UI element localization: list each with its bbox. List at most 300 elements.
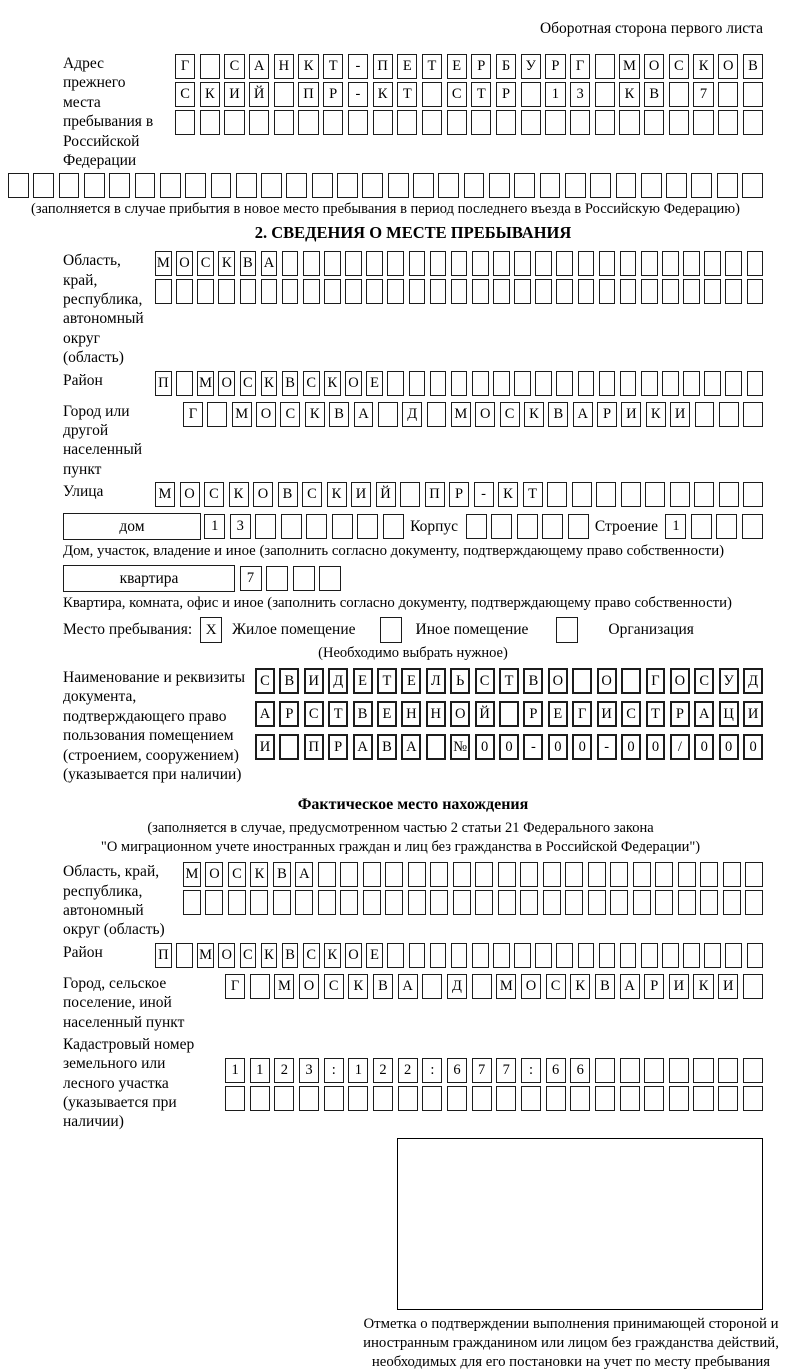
char-box[interactable]: М xyxy=(155,251,172,276)
char-box[interactable]: 1 xyxy=(250,1058,270,1083)
char-box[interactable]: - xyxy=(348,82,368,107)
char-box[interactable] xyxy=(616,173,637,198)
char-box[interactable]: С xyxy=(280,402,300,427)
char-box[interactable] xyxy=(641,173,662,198)
char-box[interactable]: Е xyxy=(377,701,397,727)
char-box[interactable] xyxy=(274,1086,294,1111)
char-box[interactable] xyxy=(595,82,615,107)
char-box[interactable]: А xyxy=(261,251,278,276)
char-box[interactable]: О xyxy=(299,974,319,999)
char-box[interactable]: О xyxy=(218,943,235,968)
char-box[interactable]: С xyxy=(224,54,244,79)
char-box[interactable] xyxy=(493,371,510,396)
char-box[interactable]: С xyxy=(228,862,246,887)
char-box[interactable] xyxy=(535,279,552,304)
char-box[interactable]: Г xyxy=(572,701,592,727)
char-box[interactable]: Р xyxy=(670,701,690,727)
char-box[interactable]: Д xyxy=(447,974,467,999)
char-box[interactable] xyxy=(556,251,573,276)
char-box[interactable]: С xyxy=(546,974,566,999)
char-box[interactable]: И xyxy=(621,402,641,427)
char-box[interactable]: Й xyxy=(376,482,396,507)
char-box[interactable]: 7 xyxy=(240,566,262,591)
char-box[interactable]: К xyxy=(524,402,544,427)
char-box[interactable]: С xyxy=(324,974,344,999)
char-box[interactable] xyxy=(303,279,320,304)
char-box[interactable] xyxy=(662,943,679,968)
char-box[interactable]: 3 xyxy=(230,514,251,539)
char-box[interactable]: Ц xyxy=(719,701,739,727)
char-box[interactable]: 3 xyxy=(299,1058,319,1083)
char-box[interactable]: С xyxy=(302,482,322,507)
char-box[interactable]: К xyxy=(218,251,235,276)
char-box[interactable] xyxy=(274,110,294,135)
char-box[interactable] xyxy=(517,514,538,539)
char-box[interactable]: : xyxy=(324,1058,344,1083)
char-box[interactable] xyxy=(303,251,320,276)
char-box[interactable] xyxy=(493,943,510,968)
char-box[interactable] xyxy=(319,566,341,591)
char-box[interactable]: 6 xyxy=(570,1058,590,1083)
char-box[interactable] xyxy=(704,371,721,396)
char-box[interactable] xyxy=(514,251,531,276)
char-box[interactable] xyxy=(641,943,658,968)
char-box[interactable] xyxy=(197,279,214,304)
char-box[interactable] xyxy=(427,402,447,427)
char-box[interactable]: 0 xyxy=(499,734,519,760)
char-box[interactable] xyxy=(176,279,193,304)
char-box[interactable] xyxy=(578,279,595,304)
char-box[interactable] xyxy=(743,402,763,427)
char-box[interactable]: В xyxy=(353,701,373,727)
char-box[interactable]: Т xyxy=(323,54,343,79)
char-box[interactable]: А xyxy=(694,701,714,727)
char-box[interactable] xyxy=(363,862,381,887)
char-box[interactable]: 6 xyxy=(447,1058,467,1083)
char-box[interactable]: И xyxy=(743,701,763,727)
char-box[interactable] xyxy=(363,890,381,915)
char-box[interactable] xyxy=(719,482,739,507)
char-box[interactable]: М xyxy=(197,943,214,968)
char-box[interactable] xyxy=(453,890,471,915)
char-box[interactable]: 1 xyxy=(545,82,565,107)
checkbox-organizaciya[interactable] xyxy=(556,617,578,643)
char-box[interactable] xyxy=(644,1058,664,1083)
char-box[interactable] xyxy=(273,890,291,915)
char-box[interactable]: Л xyxy=(426,668,446,694)
char-box[interactable] xyxy=(498,862,516,887)
char-box[interactable] xyxy=(422,1086,442,1111)
char-box[interactable] xyxy=(160,173,181,198)
char-box[interactable]: О xyxy=(597,668,617,694)
char-box[interactable]: К xyxy=(324,371,341,396)
char-box[interactable] xyxy=(472,251,489,276)
char-box[interactable]: А xyxy=(249,54,269,79)
char-box[interactable]: № xyxy=(450,734,470,760)
char-box[interactable] xyxy=(620,279,637,304)
char-box[interactable] xyxy=(255,514,276,539)
checkbox-inoe[interactable] xyxy=(380,617,402,643)
char-box[interactable] xyxy=(540,173,561,198)
char-box[interactable]: А xyxy=(573,402,593,427)
char-box[interactable]: 3 xyxy=(570,82,590,107)
char-box[interactable] xyxy=(249,110,269,135)
char-box[interactable] xyxy=(693,110,713,135)
char-box[interactable] xyxy=(323,110,343,135)
char-box[interactable]: 7 xyxy=(693,82,713,107)
char-box[interactable]: А xyxy=(354,402,374,427)
char-box[interactable] xyxy=(397,110,417,135)
char-box[interactable] xyxy=(743,974,763,999)
char-box[interactable]: С xyxy=(447,82,467,107)
char-box[interactable]: 2 xyxy=(398,1058,418,1083)
char-box[interactable]: О xyxy=(345,371,362,396)
char-box[interactable]: В xyxy=(644,82,664,107)
char-box[interactable]: В xyxy=(373,974,393,999)
char-box[interactable] xyxy=(716,514,737,539)
char-box[interactable]: К xyxy=(261,943,278,968)
char-box[interactable] xyxy=(662,279,679,304)
char-box[interactable] xyxy=(743,82,763,107)
char-box[interactable] xyxy=(387,279,404,304)
char-box[interactable]: В xyxy=(278,482,298,507)
char-box[interactable]: В xyxy=(279,668,299,694)
char-box[interactable]: Й xyxy=(475,701,495,727)
char-box[interactable] xyxy=(430,943,447,968)
char-box[interactable] xyxy=(472,943,489,968)
char-box[interactable]: К xyxy=(693,54,713,79)
char-box[interactable]: 0 xyxy=(572,734,592,760)
char-box[interactable] xyxy=(282,251,299,276)
char-box[interactable]: : xyxy=(422,1058,442,1083)
char-box[interactable]: О xyxy=(180,482,200,507)
char-box[interactable] xyxy=(572,482,592,507)
char-box[interactable] xyxy=(717,173,738,198)
char-box[interactable] xyxy=(641,251,658,276)
char-box[interactable]: 0 xyxy=(475,734,495,760)
char-box[interactable]: Р xyxy=(545,54,565,79)
char-box[interactable]: Т xyxy=(397,82,417,107)
char-box[interactable] xyxy=(599,279,616,304)
char-box[interactable] xyxy=(366,251,383,276)
char-box[interactable]: В xyxy=(595,974,615,999)
char-box[interactable] xyxy=(135,173,156,198)
char-box[interactable] xyxy=(723,890,741,915)
checkbox-zhiloe[interactable]: X xyxy=(200,617,222,643)
char-box[interactable]: С xyxy=(240,371,257,396)
char-box[interactable]: Н xyxy=(274,54,294,79)
char-box[interactable]: Г xyxy=(175,54,195,79)
char-box[interactable]: Р xyxy=(449,482,469,507)
char-box[interactable] xyxy=(225,1086,245,1111)
char-box[interactable]: Р xyxy=(496,82,516,107)
char-box[interactable] xyxy=(33,173,54,198)
char-box[interactable] xyxy=(207,402,227,427)
char-box[interactable]: У xyxy=(719,668,739,694)
char-box[interactable]: Т xyxy=(646,701,666,727)
char-box[interactable]: В xyxy=(523,668,543,694)
char-box[interactable] xyxy=(543,890,561,915)
char-box[interactable] xyxy=(588,890,606,915)
char-box[interactable] xyxy=(493,279,510,304)
char-box[interactable] xyxy=(155,279,172,304)
char-box[interactable] xyxy=(644,1086,664,1111)
char-box[interactable] xyxy=(493,251,510,276)
char-box[interactable] xyxy=(426,734,446,760)
char-box[interactable] xyxy=(293,566,315,591)
char-box[interactable] xyxy=(725,943,742,968)
char-box[interactable]: М xyxy=(183,862,201,887)
char-box[interactable] xyxy=(669,110,689,135)
char-box[interactable] xyxy=(387,371,404,396)
char-box[interactable]: И xyxy=(255,734,275,760)
char-box[interactable]: К xyxy=(261,371,278,396)
char-box[interactable] xyxy=(542,514,563,539)
char-box[interactable]: К xyxy=(619,82,639,107)
char-box[interactable]: С xyxy=(255,668,275,694)
char-box[interactable] xyxy=(718,1058,738,1083)
char-box[interactable] xyxy=(620,1058,640,1083)
char-box[interactable] xyxy=(340,862,358,887)
char-box[interactable]: П xyxy=(298,82,318,107)
char-box[interactable] xyxy=(683,251,700,276)
char-box[interactable] xyxy=(747,251,764,276)
char-box[interactable] xyxy=(84,173,105,198)
char-box[interactable] xyxy=(250,1086,270,1111)
char-box[interactable] xyxy=(430,890,448,915)
char-box[interactable]: К xyxy=(693,974,713,999)
char-box[interactable] xyxy=(318,890,336,915)
char-box[interactable] xyxy=(700,862,718,887)
char-box[interactable] xyxy=(556,943,573,968)
char-box[interactable] xyxy=(610,862,628,887)
char-box[interactable]: Е xyxy=(447,54,467,79)
char-box[interactable] xyxy=(514,173,535,198)
char-box[interactable] xyxy=(224,110,244,135)
char-box[interactable] xyxy=(543,862,561,887)
char-box[interactable]: Е xyxy=(401,668,421,694)
char-box[interactable]: 0 xyxy=(621,734,641,760)
char-box[interactable] xyxy=(408,890,426,915)
char-box[interactable]: Р xyxy=(279,701,299,727)
char-box[interactable]: Д xyxy=(743,668,763,694)
char-box[interactable] xyxy=(373,110,393,135)
char-box[interactable] xyxy=(521,110,541,135)
char-box[interactable] xyxy=(422,110,442,135)
char-box[interactable] xyxy=(430,279,447,304)
char-box[interactable] xyxy=(556,371,573,396)
char-box[interactable] xyxy=(747,371,764,396)
char-box[interactable]: Р xyxy=(644,974,664,999)
char-box[interactable] xyxy=(324,279,341,304)
char-box[interactable] xyxy=(610,890,628,915)
char-box[interactable] xyxy=(662,371,679,396)
char-box[interactable]: И xyxy=(224,82,244,107)
char-box[interactable] xyxy=(451,279,468,304)
char-box[interactable]: О xyxy=(644,54,664,79)
char-box[interactable] xyxy=(568,514,589,539)
char-box[interactable] xyxy=(498,890,516,915)
char-box[interactable]: К xyxy=(305,402,325,427)
char-box[interactable] xyxy=(669,1058,689,1083)
char-box[interactable]: Д xyxy=(402,402,422,427)
char-box[interactable] xyxy=(472,279,489,304)
char-box[interactable]: С xyxy=(475,668,495,694)
char-box[interactable] xyxy=(590,173,611,198)
char-box[interactable] xyxy=(745,862,763,887)
char-box[interactable] xyxy=(565,173,586,198)
char-box[interactable] xyxy=(453,862,471,887)
char-box[interactable] xyxy=(743,1086,763,1111)
char-box[interactable]: В xyxy=(282,943,299,968)
char-box[interactable] xyxy=(466,514,487,539)
char-box[interactable]: С xyxy=(669,54,689,79)
char-box[interactable] xyxy=(644,110,664,135)
char-box[interactable] xyxy=(109,173,130,198)
char-box[interactable] xyxy=(250,890,268,915)
char-box[interactable] xyxy=(366,279,383,304)
char-box[interactable] xyxy=(695,402,715,427)
char-box[interactable]: 0 xyxy=(548,734,568,760)
char-box[interactable]: И xyxy=(669,974,689,999)
char-box[interactable] xyxy=(578,251,595,276)
char-box[interactable] xyxy=(619,110,639,135)
char-box[interactable]: П xyxy=(373,54,393,79)
char-box[interactable] xyxy=(8,173,29,198)
char-box[interactable]: О xyxy=(521,974,541,999)
char-box[interactable] xyxy=(383,514,404,539)
char-box[interactable] xyxy=(669,82,689,107)
char-box[interactable]: К xyxy=(498,482,518,507)
char-box[interactable] xyxy=(700,890,718,915)
char-box[interactable] xyxy=(621,668,641,694)
char-box[interactable]: Р xyxy=(323,82,343,107)
char-box[interactable] xyxy=(514,279,531,304)
char-box[interactable] xyxy=(295,890,313,915)
char-box[interactable] xyxy=(499,701,519,727)
char-box[interactable] xyxy=(447,1086,467,1111)
char-box[interactable]: О xyxy=(548,668,568,694)
char-box[interactable] xyxy=(430,371,447,396)
char-box[interactable] xyxy=(408,862,426,887)
char-box[interactable] xyxy=(385,862,403,887)
char-box[interactable] xyxy=(324,251,341,276)
char-box[interactable] xyxy=(743,482,763,507)
char-box[interactable]: В xyxy=(743,54,763,79)
char-box[interactable] xyxy=(693,1086,713,1111)
char-box[interactable]: - xyxy=(474,482,494,507)
char-box[interactable]: С xyxy=(175,82,195,107)
char-box[interactable] xyxy=(175,110,195,135)
char-box[interactable]: С xyxy=(303,943,320,968)
char-box[interactable]: О xyxy=(718,54,738,79)
char-box[interactable] xyxy=(205,890,223,915)
char-box[interactable] xyxy=(743,1058,763,1083)
char-box[interactable] xyxy=(475,890,493,915)
char-box[interactable] xyxy=(620,371,637,396)
char-box[interactable]: К xyxy=(200,82,220,107)
char-box[interactable]: Т xyxy=(422,54,442,79)
char-box[interactable]: Е xyxy=(397,54,417,79)
char-box[interactable] xyxy=(378,402,398,427)
char-box[interactable]: Г xyxy=(183,402,203,427)
char-box[interactable] xyxy=(373,1086,393,1111)
char-box[interactable]: А xyxy=(353,734,373,760)
char-box[interactable]: П xyxy=(304,734,324,760)
char-box[interactable]: 0 xyxy=(743,734,763,760)
char-box[interactable] xyxy=(691,514,712,539)
char-box[interactable] xyxy=(218,279,235,304)
char-box[interactable] xyxy=(261,279,278,304)
char-box[interactable] xyxy=(422,82,442,107)
char-box[interactable] xyxy=(472,974,492,999)
char-box[interactable]: О xyxy=(345,943,362,968)
char-box[interactable] xyxy=(599,943,616,968)
char-box[interactable] xyxy=(430,251,447,276)
char-box[interactable] xyxy=(299,1086,319,1111)
char-box[interactable]: - xyxy=(348,54,368,79)
char-box[interactable] xyxy=(595,54,615,79)
char-box[interactable]: 1 xyxy=(204,514,225,539)
char-box[interactable]: 2 xyxy=(274,1058,294,1083)
char-box[interactable] xyxy=(489,173,510,198)
char-box[interactable] xyxy=(332,514,353,539)
char-box[interactable] xyxy=(620,1086,640,1111)
char-box[interactable] xyxy=(409,279,426,304)
char-box[interactable]: Р xyxy=(597,402,617,427)
char-box[interactable] xyxy=(475,862,493,887)
char-box[interactable]: - xyxy=(523,734,543,760)
char-box[interactable]: 1 xyxy=(225,1058,245,1083)
char-box[interactable] xyxy=(725,251,742,276)
char-box[interactable] xyxy=(413,173,434,198)
char-box[interactable] xyxy=(211,173,232,198)
char-box[interactable]: К xyxy=(348,974,368,999)
char-box[interactable] xyxy=(595,1058,615,1083)
char-box[interactable]: О xyxy=(218,371,235,396)
char-box[interactable]: Т xyxy=(471,82,491,107)
char-box[interactable] xyxy=(409,251,426,276)
char-box[interactable] xyxy=(266,566,288,591)
char-box[interactable]: - xyxy=(597,734,617,760)
char-box[interactable]: А xyxy=(401,734,421,760)
char-box[interactable] xyxy=(345,251,362,276)
char-box[interactable]: / xyxy=(670,734,690,760)
char-box[interactable] xyxy=(725,279,742,304)
char-box[interactable]: 2 xyxy=(373,1058,393,1083)
char-box[interactable] xyxy=(655,890,673,915)
char-box[interactable]: С xyxy=(240,943,257,968)
char-box[interactable]: Е xyxy=(366,943,383,968)
char-box[interactable]: М xyxy=(155,482,175,507)
char-box[interactable] xyxy=(595,1086,615,1111)
char-box[interactable]: М xyxy=(496,974,516,999)
char-box[interactable]: У xyxy=(521,54,541,79)
char-box[interactable] xyxy=(570,110,590,135)
char-box[interactable]: : xyxy=(521,1058,541,1083)
char-box[interactable] xyxy=(595,110,615,135)
char-box[interactable] xyxy=(742,514,763,539)
char-box[interactable]: К xyxy=(298,54,318,79)
char-box[interactable] xyxy=(572,668,592,694)
char-box[interactable] xyxy=(678,890,696,915)
char-box[interactable]: П xyxy=(155,943,172,968)
char-box[interactable] xyxy=(641,279,658,304)
char-box[interactable] xyxy=(620,251,637,276)
char-box[interactable] xyxy=(471,110,491,135)
char-box[interactable]: Е xyxy=(366,371,383,396)
char-box[interactable]: К xyxy=(373,82,393,107)
